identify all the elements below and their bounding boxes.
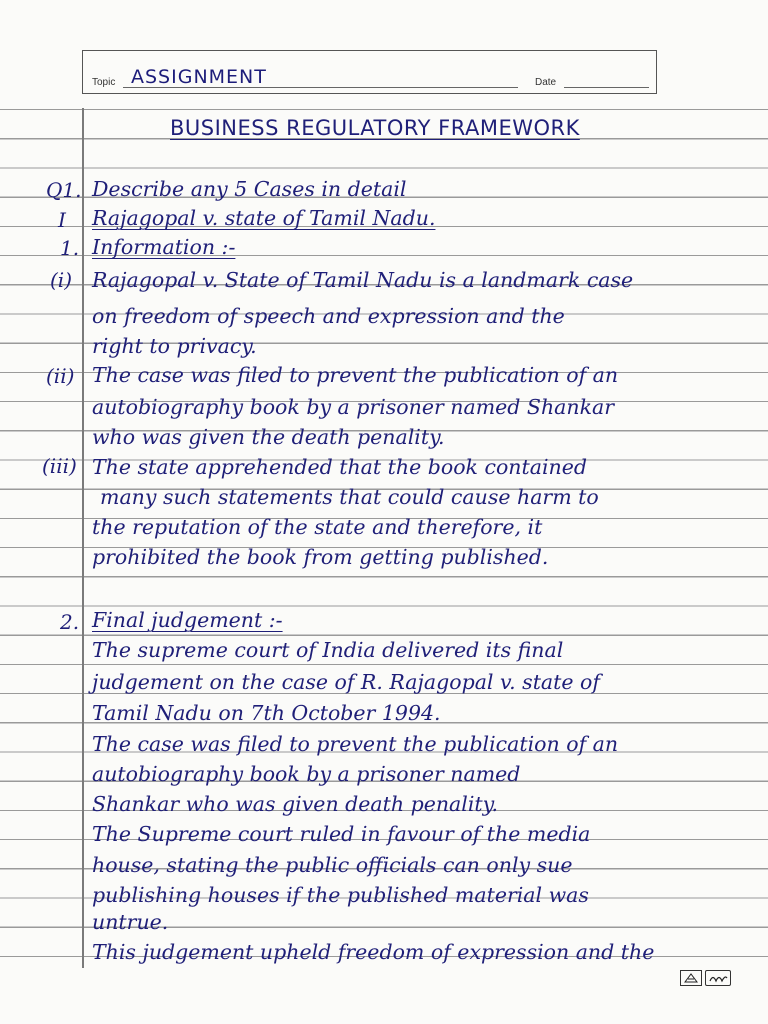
body-line: This judgement upheld freedom of expression and the	[92, 940, 655, 964]
brand-stamp	[680, 968, 734, 988]
topic-label: Topic	[92, 77, 116, 88]
section-marker: 1.	[60, 236, 80, 260]
date-label: Date	[535, 77, 557, 88]
body-line: who was given the death penality.	[92, 425, 445, 449]
case-title: Rajagopal v. state of Tamil Nadu.	[92, 206, 436, 230]
seal-icon	[680, 970, 702, 986]
body-line: The state apprehended that the book contained	[92, 455, 587, 479]
body-line: right to privacy.	[92, 334, 257, 358]
body-line: The Supreme court ruled in favour of the media	[92, 822, 591, 846]
body-line: judgement on the case of R. Rajagopal v. state of	[92, 670, 600, 694]
body-line: Shankar who was given death penality.	[92, 792, 498, 816]
body-line: Rajagopal v. State of Tamil Nadu is a landmark case	[92, 268, 634, 292]
notebook-brand-logo	[705, 970, 731, 986]
point-marker: (ii)	[46, 364, 75, 388]
section-heading: Final judgement :-	[92, 608, 283, 632]
brand-glyph-icon	[708, 973, 728, 983]
section-heading: Information :-	[92, 235, 236, 259]
body-line: house, stating the public officials can only sue	[92, 853, 573, 877]
case-marker: I	[58, 208, 66, 232]
question-text: Describe any 5 Cases in detail	[92, 177, 407, 201]
body-line: on freedom of speech and expression and the	[92, 304, 565, 328]
body-line: Tamil Nadu on 7th October 1994.	[92, 701, 441, 725]
topic-value: ASSIGNMENT	[131, 66, 267, 88]
date-line	[564, 87, 649, 88]
margin-line	[82, 108, 84, 968]
body-line: The case was filed to prevent the publication of an	[92, 732, 619, 756]
body-line: The supreme court of India delivered its final	[92, 638, 564, 662]
body-line: autobiography book by a prisoner named Shankar	[92, 395, 615, 419]
section-marker: 2.	[60, 610, 80, 634]
body-line: untrue.	[92, 910, 169, 934]
point-marker: (iii)	[42, 454, 77, 478]
body-line: many such statements that could cause harm to	[100, 485, 599, 509]
point-marker: (i)	[50, 268, 73, 292]
question-marker: Q1.	[46, 178, 82, 202]
body-line: publishing houses if the published material was	[92, 883, 589, 907]
body-line: The case was filed to prevent the publication of an	[92, 363, 619, 387]
body-line: the reputation of the state and therefore, it	[92, 515, 543, 539]
document-title: BUSINESS REGULATORY FRAMEWORK	[170, 116, 580, 140]
header-box	[82, 50, 657, 94]
body-line: autobiography book by a prisoner named	[92, 762, 521, 786]
seal-glyph-icon	[684, 973, 698, 983]
body-line: prohibited the book from getting published.	[92, 545, 549, 569]
